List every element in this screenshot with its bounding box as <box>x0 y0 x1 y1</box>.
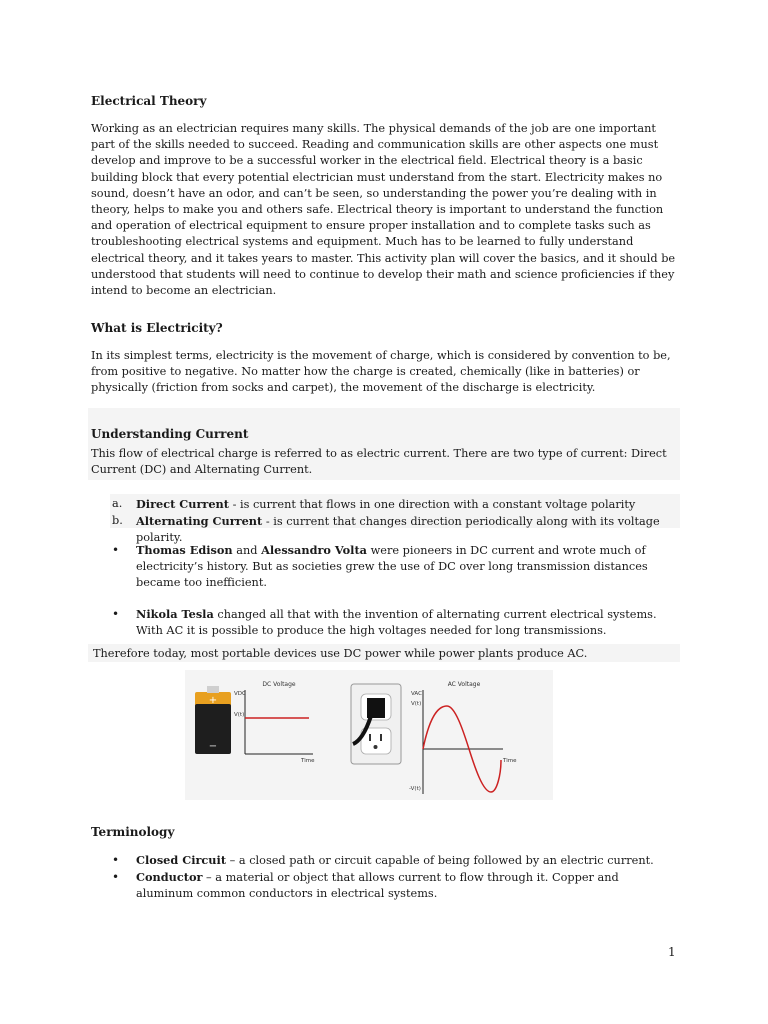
ac-axis-label-vt: V(t) <box>411 701 422 707</box>
terminology-list <box>112 852 678 903</box>
dc-ac-voltage-figure <box>185 670 553 800</box>
alternating-current-description: - is current that changes direction periodically along with its voltage polarity. <box>136 515 660 545</box>
what-is-electricity-paragraph: In its simplest terms, electricity is the movement of charge, which is considered by convention to be, from positive to negative. No matter how the charge is created, chemically (like in batteries) or physically (friction from socks and carpet), the movement of the discharge is electricity. <box>91 349 671 395</box>
battery-plus-label: + <box>208 695 218 706</box>
bullet-icon: • <box>112 870 120 885</box>
current-paragraph: This flow of electrical charge is referred to as electric current. There are two type of current: Direct Current (DC) and Alternating Current. <box>91 447 667 477</box>
bullet-text: were pioneers in DC current and wrote much of electricity’s history. But as societies grew the use of DC over long transmission distances became too inefficient. <box>136 544 648 590</box>
term-conductor: Conductor <box>136 870 203 885</box>
list-item-closed-circuit <box>112 852 678 869</box>
term-closed-circuit: Closed Circuit <box>136 853 227 867</box>
outlet-slot <box>380 734 382 741</box>
list-item-nikola-tesla <box>112 606 678 639</box>
list-item-edison-volta <box>112 542 678 592</box>
ac-axis-label-time: Time <box>503 758 517 764</box>
bullet-icon: • <box>112 543 120 557</box>
wall-outlet-image <box>351 684 401 764</box>
term-alternating-current: Alternating Current <box>136 514 263 529</box>
ac-voltage-graph <box>409 681 517 794</box>
plug-head <box>367 698 385 718</box>
term-direct-current: Direct Current <box>136 497 229 511</box>
term-thomas-edison: Thomas Edison <box>136 543 233 557</box>
voltage-figure-svg <box>185 670 553 800</box>
direct-current-description: - is current that flows in one direction with a constant voltage polarity <box>228 498 636 511</box>
list-marker: b. <box>112 514 123 528</box>
page-title: Electrical Theory <box>91 94 207 108</box>
history-bullet-list <box>112 542 678 639</box>
section-heading-understanding-current: Understanding Current <box>91 427 249 441</box>
battery-minus-label: − <box>208 741 218 752</box>
term-alessandro-volta: Alessandro Volta <box>261 543 367 557</box>
list-item-direct-current <box>112 496 678 513</box>
closed-circuit-definition: – a closed path or circuit capable of being followed by an electric current. <box>226 854 654 867</box>
dc-axis-label-vt: V(t) <box>234 712 245 718</box>
outlet-slot <box>369 734 371 741</box>
dc-voltage-graph <box>234 681 315 764</box>
bullet-icon: • <box>112 606 120 621</box>
ac-axis-label-vac: VAC <box>411 691 422 697</box>
dc-axis-label-vdc: VDC <box>234 691 246 697</box>
intro-paragraph: Working as an electrician requires many skills. The physical demands of the job are one important part of the skills needed to succeed. Reading and communication skills are other aspects one must develop and improve to be a successful worker in the electrical field. Electrical theory is a basic building block that every potential electrician must understand from the start. Electricity makes no sound, doesn’t have an odor, and can’t be seen, so understanding the power you’re dealing with in theory, helps to make you and others safe. Electrical theory is important to understand the function and operation of electrical equipment to ensure proper installation and to complete tasks such as troubleshooting electrical systems and equipment. Much has to be learned to fully understand electrical theory, and it takes years to master. This activity plan will cover the basics, and it should be understood that students will need to continue to develop their math and science proficiencies if they intend to become an electrician. <box>91 122 676 298</box>
section-heading-what-is-electricity: What is Electricity? <box>91 321 223 335</box>
ac-axis-label-neg-vt: -V(t) <box>409 786 421 792</box>
bullet-text: changed all that with the invention of alternating current electrical systems. With AC it is possible to produce the high voltages needed for long transmissions. <box>136 607 657 637</box>
dc-graph-title: DC Voltage <box>262 681 296 688</box>
ac-graph-title: AC Voltage <box>447 681 481 688</box>
page-number: 1 <box>668 945 676 959</box>
conclusion-paragraph: Therefore today, most portable devices use DC power while power plants produce AC. <box>93 647 588 660</box>
dc-axis-label-time: Time <box>301 758 315 764</box>
bullet-icon: • <box>112 853 120 867</box>
bullet-text: and <box>232 544 262 557</box>
battery-terminal <box>207 686 219 693</box>
list-marker: a. <box>112 497 123 510</box>
outlet-ground-hole <box>374 745 378 749</box>
conductor-definition: – a material or object that allows current to flow through it. Copper and aluminum common conductors in electrical systems. <box>136 871 619 901</box>
term-nikola-tesla: Nikola Tesla <box>136 606 214 621</box>
battery-image <box>195 686 231 754</box>
current-types-list <box>112 496 678 547</box>
section-heading-terminology: Terminology <box>91 825 175 839</box>
list-item-conductor <box>112 869 678 902</box>
